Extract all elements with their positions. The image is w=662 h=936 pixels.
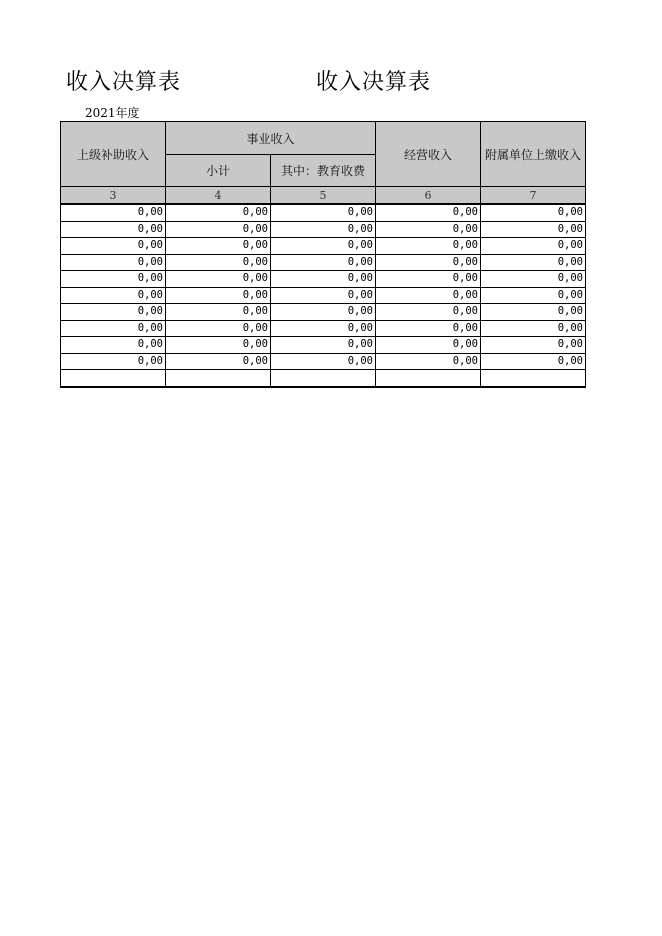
- column-number: 7: [481, 187, 586, 205]
- table-cell[interactable]: 0,00: [481, 254, 586, 271]
- table-cell[interactable]: 0,00: [61, 287, 166, 304]
- table-cell[interactable]: 0,00: [376, 204, 481, 221]
- header-affiliated-unit-remittance: 附属单位上缴收入: [481, 122, 586, 187]
- table-cell[interactable]: 0,00: [271, 221, 376, 238]
- header-operating-income: 经营收入: [376, 122, 481, 187]
- table-cell[interactable]: 0,00: [376, 238, 481, 255]
- column-number: 3: [61, 187, 166, 205]
- table-cell[interactable]: 0,00: [376, 353, 481, 370]
- table-cell[interactable]: 0,00: [481, 353, 586, 370]
- table-row: [61, 254, 586, 271]
- table-cell[interactable]: 0,00: [481, 304, 586, 321]
- table-cell[interactable]: 0,00: [61, 204, 166, 221]
- table-cell[interactable]: [271, 370, 376, 387]
- column-number: 4: [166, 187, 271, 205]
- table-cell[interactable]: 0,00: [376, 254, 481, 271]
- table-cell[interactable]: 0,00: [166, 287, 271, 304]
- table-row: [61, 353, 586, 370]
- table-cell[interactable]: 0,00: [166, 204, 271, 221]
- table-cell[interactable]: 0,00: [376, 271, 481, 288]
- table-cell[interactable]: 0,00: [271, 204, 376, 221]
- table-cell[interactable]: 0,00: [61, 304, 166, 321]
- table-row: [61, 204, 586, 221]
- revenue-final-accounts-table: [60, 121, 586, 388]
- table-cell[interactable]: 0,00: [271, 337, 376, 354]
- table-cell[interactable]: [166, 370, 271, 387]
- header-business-income: 事业收入: [166, 122, 376, 155]
- table-cell[interactable]: 0,00: [481, 287, 586, 304]
- table-cell[interactable]: 0,00: [271, 304, 376, 321]
- report-title-right: 收入决算表: [316, 70, 432, 95]
- table-cell[interactable]: 0,00: [166, 337, 271, 354]
- table-cell[interactable]: 0,00: [166, 271, 271, 288]
- table-cell[interactable]: 0,00: [61, 353, 166, 370]
- table-cell[interactable]: 0,00: [271, 320, 376, 337]
- table-row: [61, 287, 586, 304]
- table-cell[interactable]: 0,00: [166, 254, 271, 271]
- table-cell[interactable]: 0,00: [376, 320, 481, 337]
- column-number: 6: [376, 187, 481, 205]
- fiscal-year-label: 2021年度: [85, 106, 140, 120]
- table-cell[interactable]: 0,00: [61, 320, 166, 337]
- table-row-blank: [61, 370, 586, 387]
- table-cell[interactable]: 0,00: [61, 221, 166, 238]
- table-cell[interactable]: 0,00: [481, 238, 586, 255]
- table-cell[interactable]: 0,00: [481, 221, 586, 238]
- table-cell[interactable]: [481, 370, 586, 387]
- table-cell[interactable]: 0,00: [61, 254, 166, 271]
- table-cell[interactable]: 0,00: [376, 287, 481, 304]
- table-cell[interactable]: 0,00: [166, 304, 271, 321]
- header-education-fees: 其中：教育收费: [271, 155, 376, 187]
- table-cell[interactable]: 0,00: [271, 271, 376, 288]
- table-row: [61, 337, 586, 354]
- table-cell[interactable]: 0,00: [376, 337, 481, 354]
- table-row: [61, 320, 586, 337]
- table-cell[interactable]: 0,00: [271, 287, 376, 304]
- table-cell[interactable]: 0,00: [376, 304, 481, 321]
- table-row: [61, 271, 586, 288]
- table-row: [61, 304, 586, 321]
- table-cell[interactable]: 0,00: [61, 238, 166, 255]
- table-cell[interactable]: 0,00: [271, 254, 376, 271]
- table-cell[interactable]: 0,00: [481, 271, 586, 288]
- table-cell[interactable]: 0,00: [376, 221, 481, 238]
- table-cell[interactable]: 0,00: [481, 320, 586, 337]
- table-cell[interactable]: 0,00: [166, 221, 271, 238]
- report-title-left: 收入决算表: [66, 70, 182, 95]
- table-cell[interactable]: 0,00: [271, 238, 376, 255]
- table-cell[interactable]: 0,00: [166, 353, 271, 370]
- column-number: 5: [271, 187, 376, 205]
- table-cell[interactable]: 0,00: [166, 238, 271, 255]
- table-cell[interactable]: 0,00: [481, 204, 586, 221]
- table-row: [61, 221, 586, 238]
- table-cell[interactable]: [61, 370, 166, 387]
- table-cell[interactable]: 0,00: [61, 337, 166, 354]
- table-cell[interactable]: 0,00: [166, 320, 271, 337]
- table-cell[interactable]: [376, 370, 481, 387]
- header-superior-subsidy-income: 上级补助收入: [61, 122, 166, 187]
- table-row: [61, 238, 586, 255]
- table-cell[interactable]: 0,00: [271, 353, 376, 370]
- header-subtotal: 小计: [166, 155, 271, 187]
- table-cell[interactable]: 0,00: [61, 271, 166, 288]
- table-cell[interactable]: 0,00: [481, 337, 586, 354]
